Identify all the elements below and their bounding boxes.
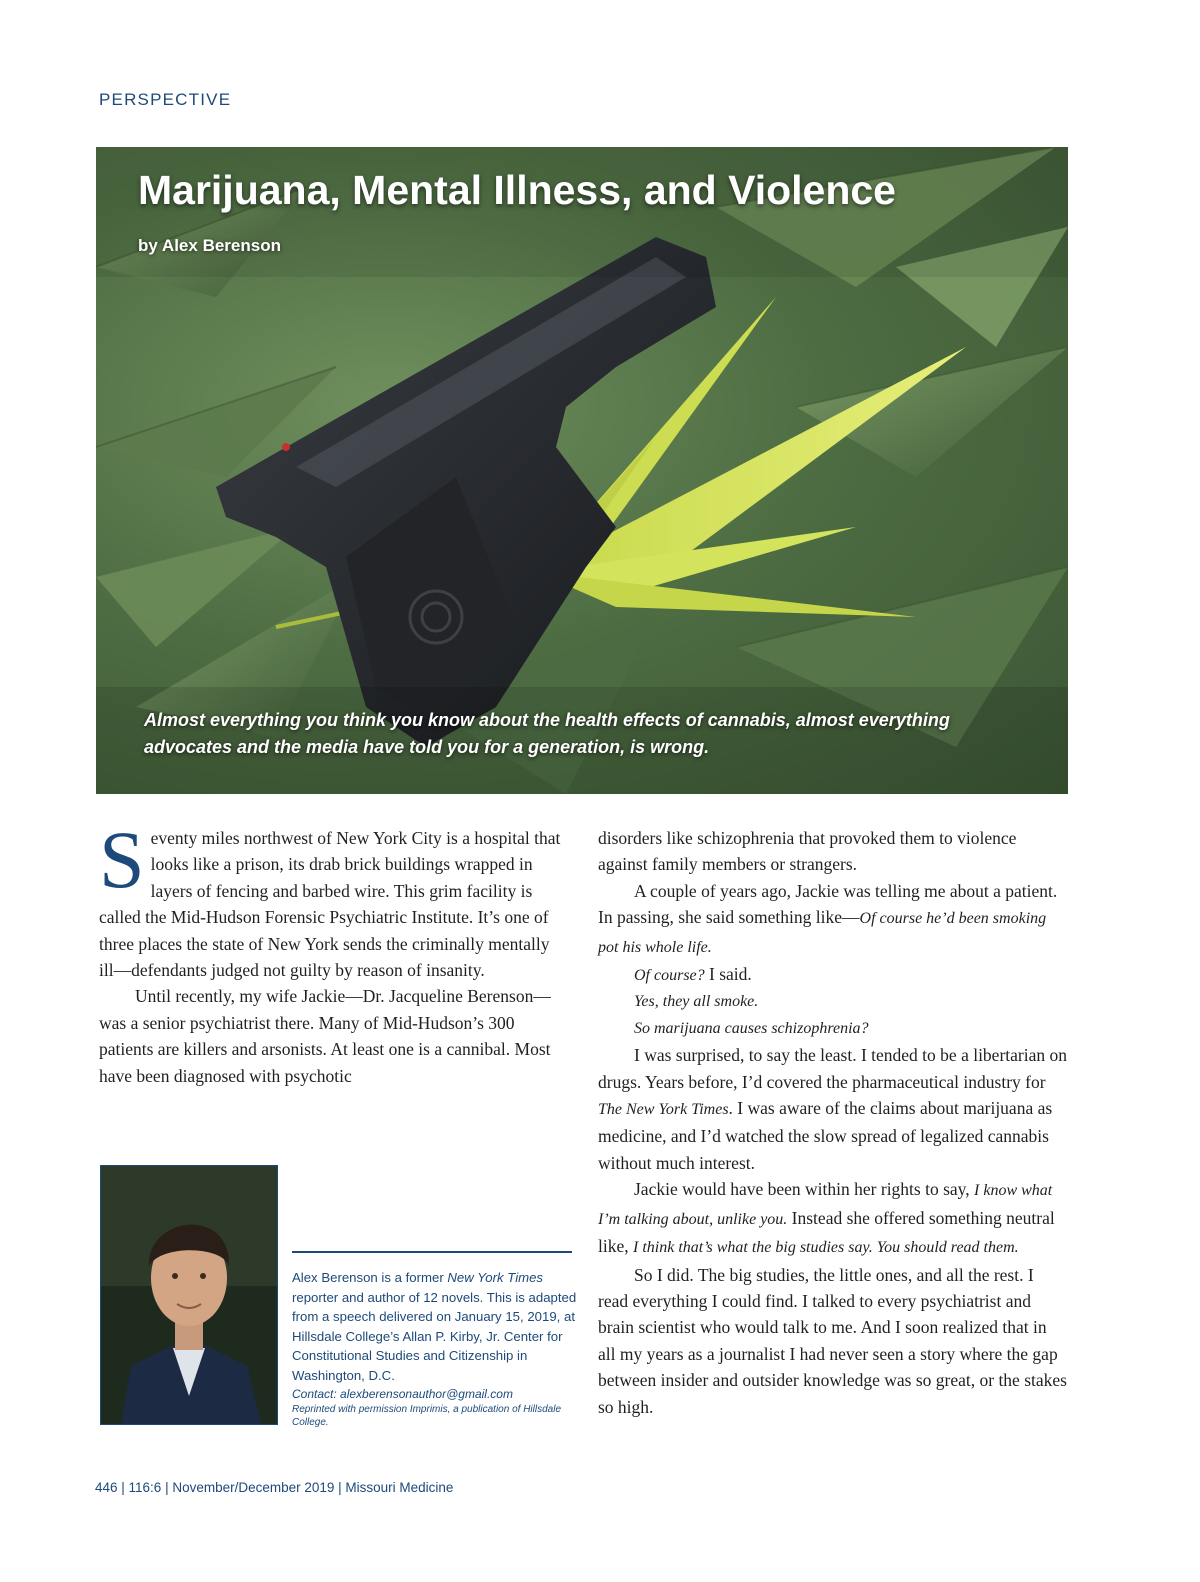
quote-text: So marijuana causes schizophrenia? [634,1019,869,1037]
paragraph [598,1176,1068,1261]
author-photo [100,1165,278,1425]
paragraph [598,878,1068,961]
publication-name: The New York Times [598,1101,729,1119]
deck-text: Almost everything you think you know about the health effects of cannabis, almost everything advocates and the media have told you for a generation, is wrong. [144,710,950,757]
article-column-right [598,825,1068,1420]
author-bio [292,1268,582,1429]
section-label: PERSPECTIVE [99,90,232,109]
quote-text: I think that’s what the big studies say. You should read them. [633,1239,1019,1257]
paragraph-text: Instead she offered something neutral like, [598,1207,1055,1257]
paragraph-text: I was surprised, to say the least. I tended to be a libertarian on drugs. Years before, I’d covered the pharmaceutical industry for [598,1045,1067,1092]
page-footer: 446 | 116:6 | November/December 2019 | Missouri Medicine [95,1480,454,1495]
paragraph-text: . I was aware of the claims about marijuana as medicine, and I’d watched the slow spread of legalized cannabis without much interest. [598,1098,1053,1173]
contact-email: Contact: alexberensonauthor@gmail.com [292,1386,513,1401]
author-portrait-icon [101,1166,277,1424]
paragraph-text: A couple of years ago, Jackie was telling me about a patient. In passing, she said something like— [598,880,1058,928]
paragraph-text: eventy miles northwest of New York City is a hospital that looks like a prison, its drab brick buildings wrapped in layers of fencing and barbed wire. This grim facility is called the Mid-Hudson Forensic Psychiatric Institute. It’s one of three places the state of New York sends the criminally mentally ill—defendants judged not guilty by reason of insanity. [99,828,561,981]
paragraph [99,814,567,983]
bio-divider [292,1251,572,1253]
bio-text: Alex Berenson is a former [292,1270,448,1285]
paragraph-text: I said. [704,964,752,985]
paragraph [598,1042,1068,1176]
bio-text: reporter and author of 12 novels. This is adapted from a speech delivered on January 15, 2019, at Hillsdale College’s Allan P. Kirby, Jr. Center for Constitutional Studies and Citizenship in Washington, D.C. [292,1289,577,1383]
paragraph: Until recently, my wife Jackie—Dr. Jacqueline Berenson—was a senior psychiatrist there. Many of Mid-Hudson’s 300 patients are killers and arsonists. At least one is a cannibal. Most have been diagnosed with psychotic [99,986,551,1086]
paragraph: So I did. The big studies, the little ones, and all the rest. I read everything I could find. I talked to every psychiatrist and brain scientist who would talk to me. And I soon realized that in all my years as a journalist I had never seen a story where the gap between insider and outsider knowledge was so great, or the stakes so high. [598,1264,1067,1417]
hero-image [96,147,1068,794]
quote-text: Of course? [634,967,705,985]
drop-cap: S [99,814,145,905]
publication-name: New York Times [447,1270,544,1285]
quote-text: Of course he’d been smoking pot his whole life. [598,910,1047,956]
reprint-note: Reprinted with permission Imprimis, a publication of Hillsdale College. [292,1403,561,1428]
paragraph: disorders like schizophrenia that provoked them to violence against family members or strangers. [598,828,1017,875]
paragraph [598,961,1068,989]
quote-text: Yes, they all smoke. [634,993,759,1011]
article-column-left [99,814,567,1089]
quote-text: I know what I’m talking about, unlike you. [598,1182,1053,1228]
byline: by Alex Berenson [138,236,281,255]
paragraph-text: Jackie would have been within her rights to say, [634,1179,975,1200]
article-title: Marijuana, Mental Illness, and Violence [138,167,896,213]
